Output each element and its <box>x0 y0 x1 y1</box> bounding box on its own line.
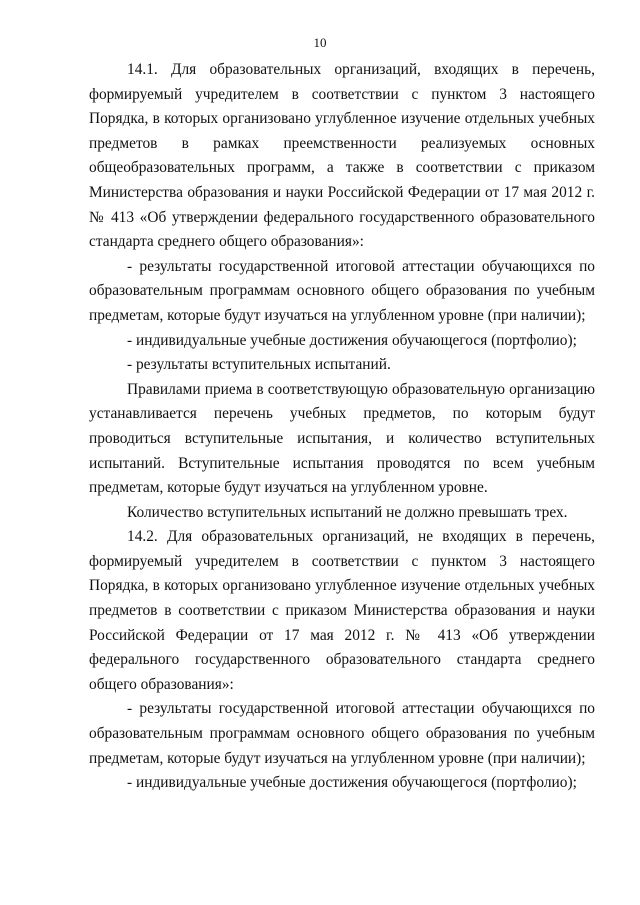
list-item-entrance-exam-results: - результаты вступительных испытаний. <box>127 356 391 374</box>
paragraph-14-1: 14.1. Для образовательных организаций, входящих в перечень, формируемый учредителем в соответствии с пунктом 3 настоящего Порядка, в которых организовано углубленное изучение отдельных учебных предметов в рамках преемственности реализуемых основных общеобразовательных программ, а также в соответствии с приказом Министерства образования и науки Российской Федерации от 17 мая 2012 г. № 413 «Об утверждении федерального государственного образовательного стандарта среднего общего образования»: <box>89 61 595 251</box>
page-number: 10 <box>313 35 327 50</box>
paragraph-exam-count-limit: Количество вступительных испытаний не должно превышать трех. <box>127 503 568 521</box>
paragraph-14-2: 14.2. Для образовательных организаций, не входящих в перечень, формируемый учредителем в соответствии с пунктом 3 настоящего Порядка, в которых организовано углубленное изучение отдельных учебных предметов в соответствии с приказом Министерства образования и науки Российской Федерации от 17 мая 2012 г. № 413 «Об утверждении федерального государственного образовательного стандарта среднего общего образования»: <box>89 528 595 693</box>
document-body <box>89 58 595 796</box>
list-item-portfolio: - индивидуальные учебные достижения обучающегося (портфолио); <box>127 331 577 349</box>
list-item-portfolio-2: - индивидуальные учебные достижения обучающегося (портфолио); <box>127 774 577 792</box>
list-item-gia-results-2: - результаты государственной итоговой аттестации обучающихся по образовательным программам основного общего образования по учебным предметам, которые будут изучаться на углубленном уровне (при наличии); <box>89 700 595 767</box>
paragraph-admission-rules: Правилами приема в соответствующую образовательную организацию устанавливается перечень учебных предметов, по которым будут проводиться вступительные испытания, и количество вступительных испытаний. Вступительные испытания проводятся по всем учебным предметам, которые будут изучаться на углубленном уровне. <box>89 380 595 497</box>
list-item-gia-results: - результаты государственной итоговой аттестации обучающихся по образовательным программам основного общего образования по учебным предметам, которые будут изучаться на углубленном уровне (при наличии); <box>89 257 595 324</box>
